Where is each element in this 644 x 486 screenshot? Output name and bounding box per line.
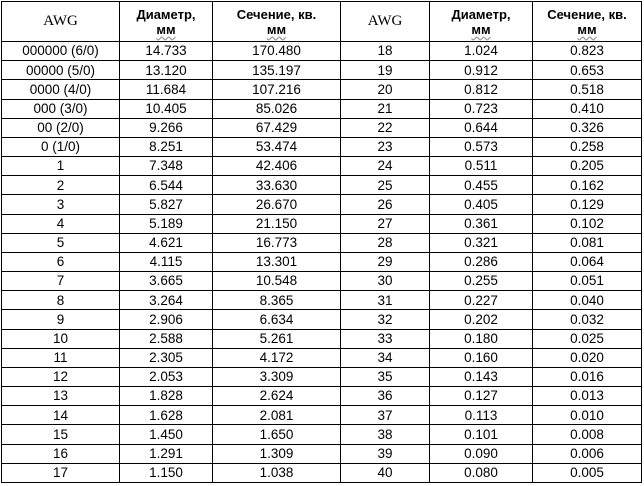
table-row <box>2 195 642 214</box>
cell-awg-right: 39 <box>341 444 430 463</box>
cell-section-left: 107.216 <box>213 80 341 99</box>
header-section-right <box>533 2 642 42</box>
cell-section-left: 5.261 <box>213 329 341 348</box>
cell-awg-right: 20 <box>341 80 430 99</box>
cell-section-left: 26.670 <box>213 195 341 214</box>
cell-section-right: 0.102 <box>533 214 642 233</box>
cell-diameter-right: 0.113 <box>430 406 533 425</box>
cell-awg-left: 6 <box>2 252 120 271</box>
cell-section-left: 2.624 <box>213 387 341 406</box>
cell-diameter-left: 6.544 <box>120 176 213 195</box>
header-diameter-unit: мм <box>156 21 176 37</box>
table-row <box>2 310 642 329</box>
cell-awg-right: 23 <box>341 137 430 156</box>
cell-section-right: 0.518 <box>533 80 642 99</box>
table-row <box>2 406 642 425</box>
cell-awg-left: 8 <box>2 291 120 310</box>
cell-section-right: 0.326 <box>533 118 642 137</box>
header-diameter-label: Диаметр, <box>136 6 196 22</box>
cell-awg-left: 000000 (6/0) <box>2 42 120 61</box>
header-section-label: Сечение, кв. <box>236 6 317 22</box>
cell-section-left: 6.634 <box>213 310 341 329</box>
cell-diameter-right: 0.255 <box>430 272 533 291</box>
cell-diameter-right: 0.160 <box>430 348 533 367</box>
header-section-left <box>213 2 341 42</box>
cell-diameter-left: 3.665 <box>120 272 213 291</box>
cell-diameter-left: 2.053 <box>120 367 213 386</box>
table-row <box>2 348 642 367</box>
cell-diameter-left: 10.405 <box>120 99 213 118</box>
cell-diameter-left: 3.264 <box>120 291 213 310</box>
table-row <box>2 61 642 80</box>
cell-diameter-right: 0.573 <box>430 137 533 156</box>
cell-awg-left: 9 <box>2 310 120 329</box>
cell-awg-right: 27 <box>341 214 430 233</box>
cell-awg-right: 33 <box>341 329 430 348</box>
cell-section-right: 0.010 <box>533 406 642 425</box>
cell-section-left: 33.630 <box>213 176 341 195</box>
cell-section-right: 0.006 <box>533 444 642 463</box>
cell-section-right: 0.081 <box>533 233 642 252</box>
header-row <box>2 2 642 42</box>
cell-diameter-left: 9.266 <box>120 118 213 137</box>
cell-section-right: 0.020 <box>533 348 642 367</box>
table-row <box>2 42 642 61</box>
cell-section-left: 8.365 <box>213 291 341 310</box>
cell-section-right: 0.064 <box>533 252 642 271</box>
cell-section-right: 0.005 <box>533 463 642 482</box>
cell-diameter-left: 2.906 <box>120 310 213 329</box>
cell-awg-left: 12 <box>2 367 120 386</box>
cell-section-left: 4.172 <box>213 348 341 367</box>
cell-diameter-left: 1.150 <box>120 463 213 482</box>
cell-section-right: 0.040 <box>533 291 642 310</box>
cell-diameter-right: 0.405 <box>430 195 533 214</box>
table-row <box>2 252 642 271</box>
cell-diameter-right: 0.180 <box>430 329 533 348</box>
cell-diameter-left: 4.115 <box>120 252 213 271</box>
cell-awg-right: 18 <box>341 42 430 61</box>
table-body <box>2 42 642 483</box>
awg-wire-table <box>1 1 642 483</box>
cell-diameter-right: 0.644 <box>430 118 533 137</box>
cell-section-left: 13.301 <box>213 252 341 271</box>
cell-diameter-left: 14.733 <box>120 42 213 61</box>
cell-awg-left: 4 <box>2 214 120 233</box>
cell-awg-right: 37 <box>341 406 430 425</box>
cell-diameter-right: 0.286 <box>430 252 533 271</box>
cell-awg-left: 0000 (4/0) <box>2 80 120 99</box>
header-diameter-label: Диаметр, <box>451 6 511 22</box>
cell-diameter-left: 1.828 <box>120 387 213 406</box>
header-diameter-left <box>120 2 213 42</box>
cell-diameter-left: 1.291 <box>120 444 213 463</box>
table-row <box>2 367 642 386</box>
cell-diameter-right: 0.080 <box>430 463 533 482</box>
table-row <box>2 137 642 156</box>
cell-diameter-right: 0.202 <box>430 310 533 329</box>
cell-section-left: 67.429 <box>213 118 341 137</box>
cell-awg-left: 3 <box>2 195 120 214</box>
cell-awg-left: 000 (3/0) <box>2 99 120 118</box>
cell-section-left: 16.773 <box>213 233 341 252</box>
cell-section-right: 0.823 <box>533 42 642 61</box>
cell-section-left: 170.480 <box>213 42 341 61</box>
cell-diameter-right: 0.455 <box>430 176 533 195</box>
cell-section-left: 42.406 <box>213 157 341 176</box>
cell-section-left: 1.038 <box>213 463 341 482</box>
cell-awg-right: 40 <box>341 463 430 482</box>
cell-section-left: 3.309 <box>213 367 341 386</box>
cell-diameter-right: 0.321 <box>430 233 533 252</box>
cell-awg-right: 22 <box>341 118 430 137</box>
cell-awg-right: 19 <box>341 61 430 80</box>
cell-awg-right: 24 <box>341 157 430 176</box>
cell-awg-left: 14 <box>2 406 120 425</box>
cell-section-right: 0.205 <box>533 157 642 176</box>
cell-diameter-right: 0.143 <box>430 367 533 386</box>
cell-section-right: 0.051 <box>533 272 642 291</box>
cell-awg-left: 7 <box>2 272 120 291</box>
table-row <box>2 329 642 348</box>
cell-section-right: 0.129 <box>533 195 642 214</box>
cell-section-right: 0.410 <box>533 99 642 118</box>
table-row <box>2 425 642 444</box>
cell-awg-left: 00000 (5/0) <box>2 61 120 80</box>
cell-diameter-right: 0.511 <box>430 157 533 176</box>
cell-awg-right: 36 <box>341 387 430 406</box>
cell-diameter-left: 4.621 <box>120 233 213 252</box>
table-row <box>2 214 642 233</box>
cell-diameter-right: 0.812 <box>430 80 533 99</box>
cell-awg-right: 31 <box>341 291 430 310</box>
cell-section-left: 1.309 <box>213 444 341 463</box>
cell-diameter-right: 0.912 <box>430 61 533 80</box>
cell-diameter-left: 13.120 <box>120 61 213 80</box>
cell-section-right: 0.258 <box>533 137 642 156</box>
cell-section-left: 135.197 <box>213 61 341 80</box>
cell-section-left: 10.548 <box>213 272 341 291</box>
cell-diameter-right: 0.723 <box>430 99 533 118</box>
cell-awg-left: 16 <box>2 444 120 463</box>
cell-section-right: 0.162 <box>533 176 642 195</box>
cell-awg-left: 11 <box>2 348 120 367</box>
cell-diameter-left: 7.348 <box>120 157 213 176</box>
cell-awg-left: 5 <box>2 233 120 252</box>
table-row <box>2 80 642 99</box>
cell-awg-right: 30 <box>341 272 430 291</box>
cell-awg-right: 25 <box>341 176 430 195</box>
cell-section-right: 0.025 <box>533 329 642 348</box>
table-row <box>2 272 642 291</box>
cell-diameter-right: 0.101 <box>430 425 533 444</box>
cell-diameter-right: 0.227 <box>430 291 533 310</box>
header-awg-left: AWG <box>2 2 120 42</box>
cell-awg-right: 26 <box>341 195 430 214</box>
cell-section-right: 0.653 <box>533 61 642 80</box>
cell-section-left: 21.150 <box>213 214 341 233</box>
header-awg-right: AWG <box>341 2 430 42</box>
cell-awg-right: 21 <box>341 99 430 118</box>
cell-awg-left: 0 (1/0) <box>2 137 120 156</box>
cell-diameter-left: 8.251 <box>120 137 213 156</box>
cell-diameter-right: 0.361 <box>430 214 533 233</box>
cell-awg-right: 38 <box>341 425 430 444</box>
cell-diameter-left: 11.684 <box>120 80 213 99</box>
header-section-unit: мм <box>266 21 287 37</box>
table-row <box>2 157 642 176</box>
header-section-label: Сечение, кв. <box>547 6 627 22</box>
cell-diameter-left: 1.450 <box>120 425 213 444</box>
cell-awg-left: 10 <box>2 329 120 348</box>
cell-section-left: 1.650 <box>213 425 341 444</box>
table-row <box>2 387 642 406</box>
cell-section-right: 0.013 <box>533 387 642 406</box>
cell-diameter-left: 2.305 <box>120 348 213 367</box>
table-row <box>2 99 642 118</box>
cell-diameter-left: 1.628 <box>120 406 213 425</box>
header-section-unit: мм <box>577 21 597 37</box>
table-row <box>2 463 642 482</box>
cell-awg-left: 00 (2/0) <box>2 118 120 137</box>
cell-awg-left: 15 <box>2 425 120 444</box>
header-diameter-unit: мм <box>471 21 491 37</box>
table-row <box>2 444 642 463</box>
cell-awg-left: 17 <box>2 463 120 482</box>
table-row <box>2 176 642 195</box>
cell-section-left: 85.026 <box>213 99 341 118</box>
cell-awg-right: 34 <box>341 348 430 367</box>
cell-section-left: 2.081 <box>213 406 341 425</box>
table-row <box>2 118 642 137</box>
table-row <box>2 291 642 310</box>
cell-section-left: 53.474 <box>213 137 341 156</box>
cell-diameter-left: 2.588 <box>120 329 213 348</box>
table-row <box>2 233 642 252</box>
cell-awg-right: 32 <box>341 310 430 329</box>
cell-diameter-left: 5.827 <box>120 195 213 214</box>
header-diameter-right <box>430 2 533 42</box>
cell-section-right: 0.032 <box>533 310 642 329</box>
cell-diameter-right: 1.024 <box>430 42 533 61</box>
cell-awg-right: 35 <box>341 367 430 386</box>
cell-awg-left: 1 <box>2 157 120 176</box>
cell-awg-left: 13 <box>2 387 120 406</box>
cell-section-right: 0.016 <box>533 367 642 386</box>
cell-awg-right: 29 <box>341 252 430 271</box>
cell-diameter-left: 5.189 <box>120 214 213 233</box>
cell-diameter-right: 0.090 <box>430 444 533 463</box>
cell-section-right: 0.008 <box>533 425 642 444</box>
cell-diameter-right: 0.127 <box>430 387 533 406</box>
cell-awg-left: 2 <box>2 176 120 195</box>
cell-awg-right: 28 <box>341 233 430 252</box>
